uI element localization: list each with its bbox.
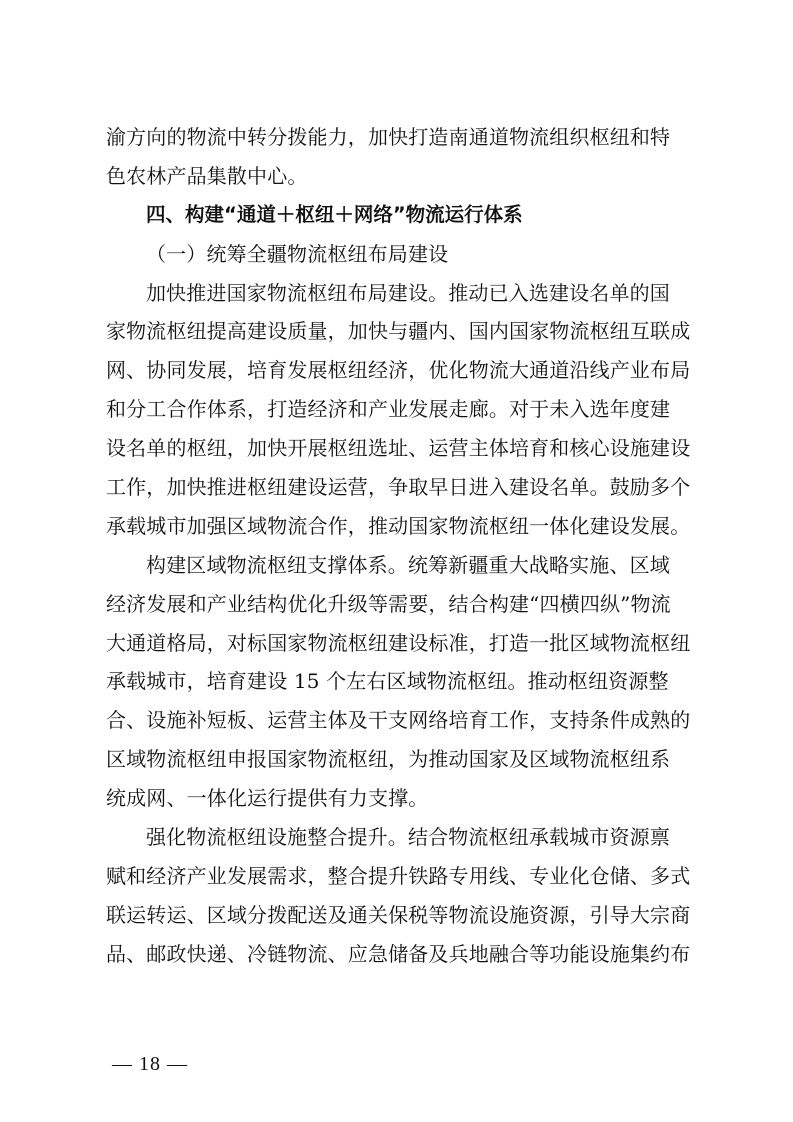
paragraph-line: 合、设施补短板、运营主体及干支网络培育工作，支持条件成熟的 — [106, 708, 691, 733]
section-heading: 四、构建“通道＋枢纽＋网络”物流运行体系 — [146, 202, 523, 226]
paragraph-line: 构建区域物流枢纽支撑体系。统筹新疆重大战略实施、区域 — [146, 552, 670, 577]
body-text — [106, 118, 692, 974]
paragraph-line: 承载城市，培育建设 15 个左右区域物流枢纽。推动枢纽资源整 — [106, 669, 669, 694]
paragraph-line: 网、协同发展，培育发展枢纽经济，优化物流大通道沿线产业布局 — [106, 358, 691, 383]
paragraph-line: 强化物流枢纽设施整合提升。结合物流枢纽承载城市资源禀 — [146, 825, 670, 850]
paragraph-line: 赋和经济产业发展需求，整合提升铁路专用线、专业化仓储、多式 — [106, 863, 691, 888]
text-line: 色农林产品集散中心。 — [106, 163, 308, 188]
paragraph-line: 和分工合作体系，打造经济和产业发展走廊。对于未入选年度建 — [106, 397, 671, 422]
paragraph-line: 承载城市加强区域物流合作，推动国家物流枢纽一体化建设发展。 — [106, 513, 691, 538]
paragraph-line: 设名单的枢纽，加快开展枢纽选址、运营主体培育和核心设施建设 — [106, 436, 691, 461]
paragraph-line: 品、邮政快递、冷链物流、应急储备及兵地融合等功能设施集约布 — [106, 941, 691, 966]
paragraph-line: 区域物流枢纽申报国家物流枢纽，为推动国家及区域物流枢纽系 — [106, 747, 671, 772]
text-line: 渝方向的物流中转分拨能力，加快打造南通道物流组织枢纽和特 — [106, 125, 671, 149]
paragraph-line: 统成网、一体化运行提供有力支撑。 — [106, 786, 429, 811]
page-number: — 18 — — [112, 1053, 188, 1075]
subsection-heading: （一）统筹全疆物流枢纽布局建设 — [146, 241, 449, 266]
paragraph-line: 大通道格局，对标国家物流枢纽建设标准，打造一批区域物流枢纽 — [106, 630, 691, 655]
paragraph-line: 工作，加快推进枢纽建设运营，争取早日进入建设名单。鼓励多个 — [106, 475, 691, 500]
paragraph-line: 加快推进国家物流枢纽布局建设。推动已入选建设名单的国 — [146, 280, 670, 305]
paragraph-line: 经济发展和产业结构优化升级等需要，结合构建“四横四纵”物流 — [106, 591, 671, 616]
paragraph-line: 家物流枢纽提高建设质量，加快与疆内、国内国家物流枢纽互联成 — [106, 319, 691, 344]
paragraph-line: 联运转运、区域分拨配送及通关保税等物流设施资源，引导大宗商 — [106, 902, 691, 927]
